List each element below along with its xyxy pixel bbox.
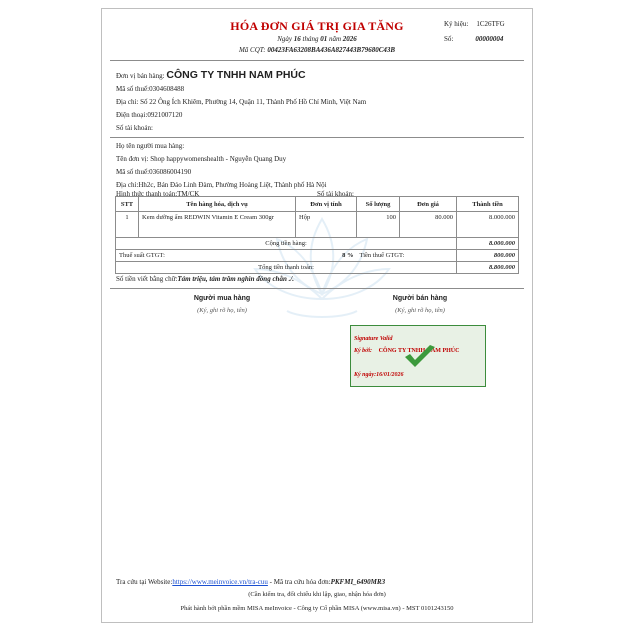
subtotal-value: 8.000.000 bbox=[457, 238, 519, 250]
check-icon bbox=[403, 344, 437, 370]
seller-name-row: Đơn vị bán hàng: CÔNG TY TNHH NAM PHÚC bbox=[116, 69, 306, 81]
buyer-payment-row: Hình thức thanh toán:TM/CK bbox=[116, 190, 200, 198]
invoice-number: Số: 00000004 bbox=[444, 35, 504, 43]
invoice-date: Ngày 16 tháng 01 năm 2026 bbox=[277, 35, 357, 43]
seller-account-row: Số tài khoản: bbox=[116, 124, 153, 132]
footer-note: (Cần kiểm tra, đối chiếu khi lập, giao, nhận hóa đơn) bbox=[248, 591, 386, 598]
row-price: 80.000 bbox=[400, 212, 457, 238]
invoice-title: HÓA ĐƠN GIÁ TRỊ GIA TĂNG bbox=[230, 19, 404, 33]
row-qty: 100 bbox=[357, 212, 400, 238]
row-amount: 8.000.000 bbox=[457, 212, 519, 238]
total-label: Tổng tiền thanh toán: bbox=[116, 262, 457, 274]
footer-issuer: Phát hành bởi phần mềm MISA meInvoice - Công ty Cổ phần MISA (www.misa.vn) - MST 0101243150 bbox=[180, 605, 454, 612]
subtotal-row bbox=[116, 238, 519, 250]
seller-tax-row: Mã số thuế:0304608488 bbox=[116, 85, 185, 93]
buyer-account-row: Số tài khoản: bbox=[317, 190, 354, 198]
signed-by: Ký bởi: CÔNG TY TNHH NAM PHÚC bbox=[354, 348, 460, 354]
amount-in-words: Số tiền viết bằng chữ:Tám triệu, tám trăm nghìn đồng chẵn ./. bbox=[116, 275, 295, 283]
vat-value: 800.000 bbox=[457, 250, 519, 262]
seller-name: CÔNG TY TNHH NAM PHÚC bbox=[166, 69, 306, 81]
buyer-tax-row: Mã số thuế:036086004190 bbox=[116, 168, 192, 176]
vat-row bbox=[116, 250, 519, 262]
seller-signature bbox=[360, 295, 480, 314]
invoice-page bbox=[101, 8, 533, 623]
table-row bbox=[116, 212, 519, 238]
row-unit: Hộp bbox=[296, 212, 357, 238]
buyer-sign-note: (Ký, ghi rõ họ, tên) bbox=[197, 307, 247, 314]
signature-valid-label: Signature Valid bbox=[354, 336, 393, 342]
total-value: 8.800.000 bbox=[457, 262, 519, 274]
ky-hieu: Ký hiệu: 1C26TFG bbox=[444, 20, 505, 28]
lookup-row: Tra cứu tại Website:https://www.meinvoice.vn/tra-cuu - Mã tra cứu hóa đơn:PKFMI_6490MR3 bbox=[116, 578, 386, 586]
col-unit: Đơn vị tính bbox=[296, 197, 357, 212]
row-name: Kem dưỡng ẩm REDWIN Vitamin E Cream 300gr bbox=[139, 212, 296, 238]
seller-phone-row: Điện thoại:0921007120 bbox=[116, 111, 183, 119]
seller-sign-title: Người bán hàng bbox=[392, 295, 448, 302]
subtotal-label: Cộng tiền hàng: bbox=[116, 238, 457, 250]
vat-label: Tiền thuế GTGT: bbox=[357, 250, 457, 262]
col-name: Tên hàng hóa, dịch vụ bbox=[139, 197, 296, 212]
items-table bbox=[115, 196, 519, 274]
buyer-address-row: Địa chỉ:Hh2c, Bán Đảo Linh Đàm, Phường Hoàng Liệt, Thành phố Hà Nội bbox=[116, 181, 327, 189]
buyer-sign-title: Người mua hàng bbox=[193, 295, 251, 302]
col-qty: Số lượng bbox=[357, 197, 400, 212]
divider bbox=[110, 288, 524, 289]
col-stt: STT bbox=[116, 197, 139, 212]
col-amount: Thành tiền bbox=[457, 197, 519, 212]
buyer-unit-row: Tên đơn vị: Shop happywomenshealth - Nguyễn Quang Duy bbox=[116, 155, 287, 163]
divider bbox=[110, 60, 524, 61]
table-header-row bbox=[116, 197, 519, 212]
lookup-link[interactable]: https://www.meinvoice.vn/tra-cuu bbox=[172, 578, 268, 586]
buyer-signature bbox=[162, 295, 282, 314]
sign-date: Ký ngày:16/01/2026 bbox=[354, 372, 404, 378]
row-stt: 1 bbox=[116, 212, 139, 238]
seller-address-row: Địa chỉ: Số 22 Ông Ích Khiêm, Phường 14, Quận 11, Thành Phố Hồ Chí Minh, Việt Nam bbox=[116, 98, 367, 106]
vat-rate: 8 % bbox=[342, 252, 354, 259]
lookup-code: PKFMI_6490MR3 bbox=[330, 578, 386, 586]
total-row bbox=[116, 262, 519, 274]
divider bbox=[110, 137, 524, 138]
seller-sign-note: (Ký, ghi rõ họ, tên) bbox=[395, 307, 445, 314]
vat-rate-cell: Thuế suất GTGT: 8 % bbox=[116, 250, 357, 262]
col-price: Đơn giá bbox=[400, 197, 457, 212]
digital-signature-box[interactable] bbox=[350, 325, 486, 387]
mcqt-code: Mã CQT: 00423FA63208BA436A827443B79680C43B bbox=[238, 46, 396, 54]
buyer-name-row: Họ tên người mua hàng: bbox=[116, 142, 185, 150]
